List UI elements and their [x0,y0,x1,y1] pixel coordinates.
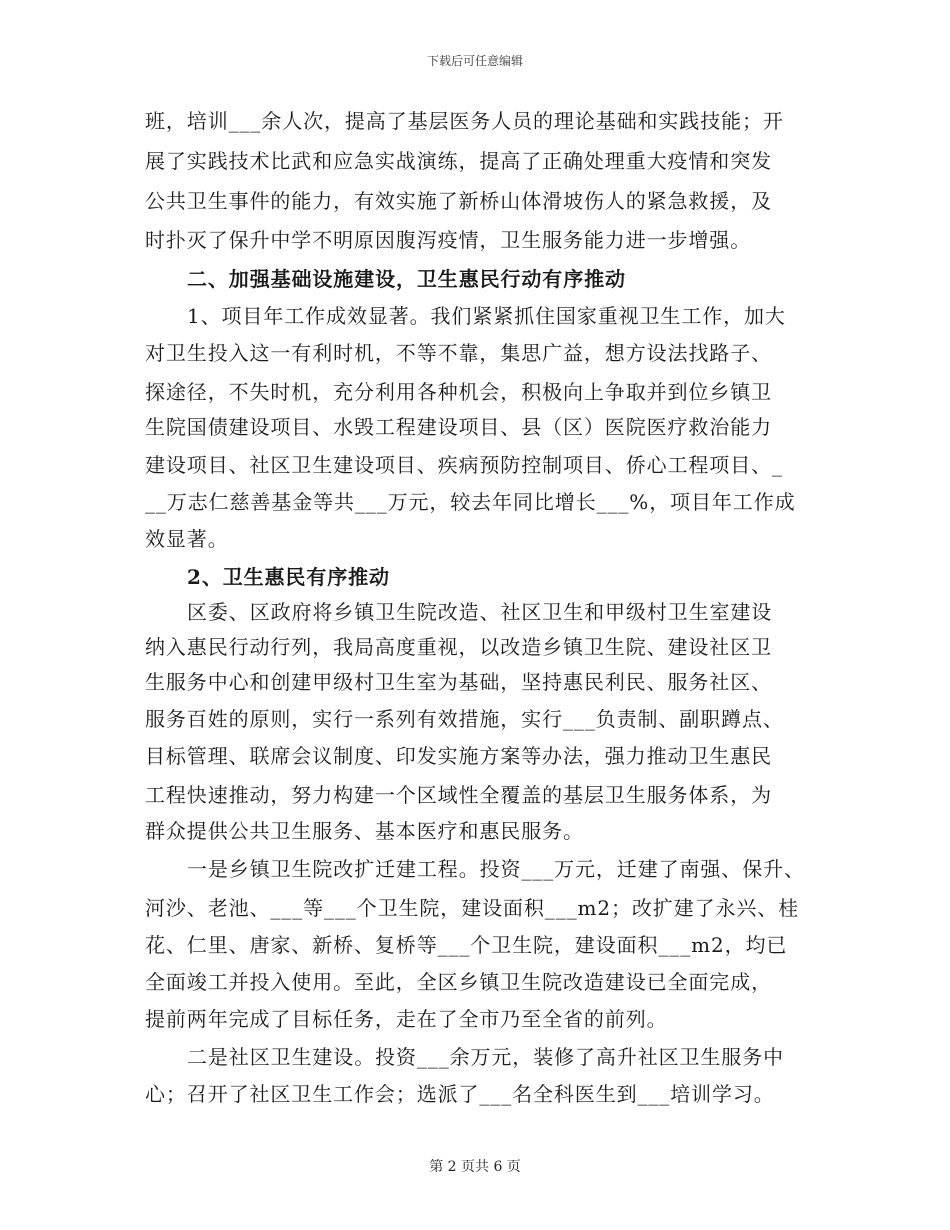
body-line: 目标管理、联席会议制度、印发实施方案等办法，强力推动卫生惠民 [145,744,772,768]
body-line: 群众提供公共卫生服务、基本医疗和惠民服务。 [145,819,584,843]
body-line: 对卫生投入这一有利时机，不等不靠，集思广益，想方设法找路子、 [145,341,772,365]
page-header: 下载后可任意编辑 [426,54,523,68]
body-line: 公共卫生事件的能力，有效实施了新桥山体滑坡伤人的紧急救援，及 [145,189,772,213]
body-line: 效显著。 [145,527,229,551]
body-line: 1、项目年工作成效显著。我们紧紧抓住国家重视卫生工作，加大 [187,304,786,328]
body-line: 河沙、老池、___等___个卫生院，建设面积___m2；改扩建了永兴、桂 [145,896,800,920]
body-line: 二是社区卫生建设。投资___余万元，装修了高升社区卫生服务中 [187,1045,784,1069]
body-line: 生院国债建设项目、水毁工程建设项目、县（区）医院医疗救治能力 [145,415,772,439]
body-line: 一是乡镇卫生院改扩迁建工程。投资___万元，迁建了南强、保升、 [187,857,805,881]
body-line: 工程快速推动，努力构建一个区域性全覆盖的基层卫生服务体系，为 [145,783,772,807]
body-line: 探途径，不失时机，充分利用各种机会，积极向上争取并到位乡镇卫 [145,380,772,404]
body-line: 服务百姓的原则，实行一系列有效措施，实行___负责制、副职蹲点、 [145,707,784,731]
body-line: 心；召开了社区卫生工作会；选派了___名全科医生到___培训学习。 [145,1082,775,1106]
body-line: 提前两年完成了目标任务，走在了全市乃至全省的前列。 [145,1007,668,1031]
body-line: __万志仁慈善基金等共___万元，较去年同比增长___%，项目年工作成 [145,490,796,514]
page-footer: 第 2 页共 6 页 [429,1159,521,1175]
body-line: 班，培训___余人次，提高了基层医务人员的理论基础和实践技能；开 [145,109,784,133]
body-line: 纳入惠民行动行列，我局高度重视，以改造乡镇卫生院、建设社区卫 [145,635,772,659]
body-line: 区委、区政府将乡镇卫生院改造、社区卫生和甲级村卫生室建设 [187,600,773,624]
body-line: 时扑灭了保升中学不明原因腹泻疫情，卫生服务能力进一步增强。 [145,228,752,252]
body-line: 全面竣工并投入使用。至此，全区乡镇卫生院改造建设已全面完成， [145,970,772,994]
body-line: 建设项目、社区卫生建设项目、疾病预防控制项目、侨心工程项目、_ [145,453,783,477]
section-heading: 2、卫生惠民有序推动 [187,565,390,589]
body-line: 展了实践技术比武和应急实战演练，提高了正确处理重大疫情和突发 [145,149,772,173]
body-line: 花、仁里、唐家、新桥、复桥等___个卫生院，建设面积___m2，均已 [145,933,788,957]
body-line: 生服务中心和创建甲级村卫生室为基础，坚持惠民利民、服务社区、 [145,670,772,694]
section-heading: 二、加强基础设施建设，卫生惠民行动有序推动 [187,267,626,291]
